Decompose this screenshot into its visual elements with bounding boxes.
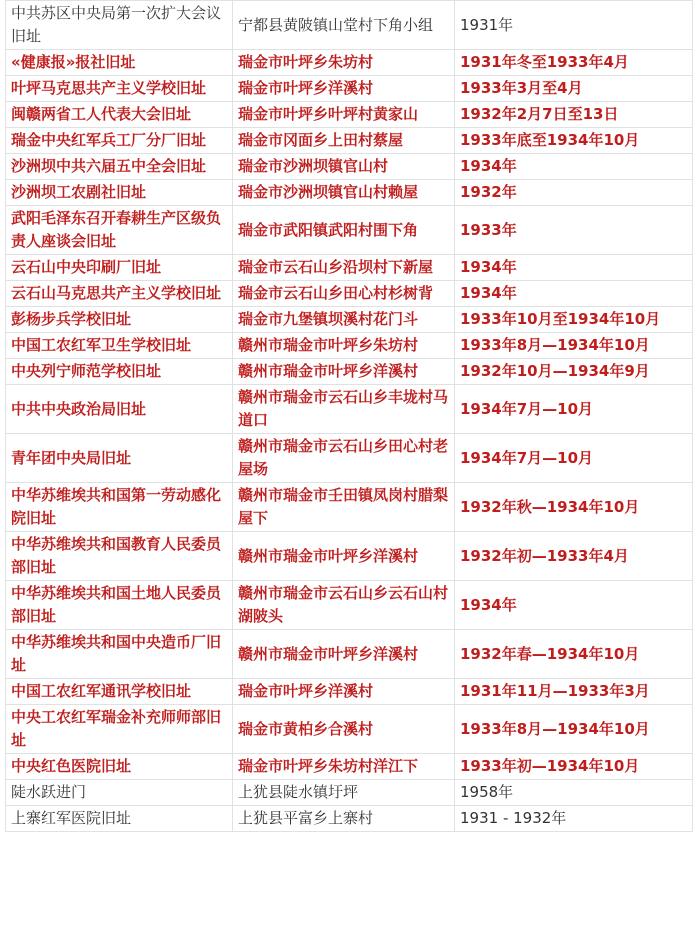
site-period-cell: 1934年7月—10月 [455,434,693,483]
table-row [6,307,693,333]
site-period-cell: 1933年8月—1934年10月 [455,333,693,359]
site-period-cell: 1933年 [455,206,693,255]
site-location-cell: 上犹县陡水镇圩坪 [233,780,455,806]
site-location-cell: 瑞金市叶坪乡叶坪村黄家山 [233,102,455,128]
table-row [6,679,693,705]
table-row [6,359,693,385]
table-row [6,180,693,206]
site-name-cell: 青年团中央局旧址 [6,434,233,483]
site-name-cell: 中央工农红军瑞金补充师师部旧址 [6,705,233,754]
table-row [6,705,693,754]
site-name-cell: 云石山中央印刷厂旧址 [6,255,233,281]
site-period-cell: 1933年底至1934年10月 [455,128,693,154]
site-period-cell: 1932年春—1934年10月 [455,630,693,679]
site-location-cell: 瑞金市黄柏乡合溪村 [233,705,455,754]
site-period-cell: 1958年 [455,780,693,806]
site-period-cell: 1934年 [455,255,693,281]
site-period-cell: 1934年7月—10月 [455,385,693,434]
site-period-cell: 1934年 [455,281,693,307]
site-period-cell: 1933年10月至1934年10月 [455,307,693,333]
site-location-cell: 瑞金市叶坪乡洋溪村 [233,76,455,102]
site-name-cell: 中共苏区中央局第一次扩大会议旧址 [6,1,233,50]
site-location-cell: 瑞金市冈面乡上田村蔡屋 [233,128,455,154]
site-name-cell: 陡水跃进门 [6,780,233,806]
site-name-cell: 中共中央政治局旧址 [6,385,233,434]
table-row [6,206,693,255]
site-period-cell: 1932年 [455,180,693,206]
site-location-cell: 上犹县平富乡上寨村 [233,806,455,832]
table-row [6,754,693,780]
table-row [6,1,693,50]
table-row [6,806,693,832]
table-row [6,255,693,281]
site-location-cell: 赣州市瑞金市壬田镇凤岗村腊梨屋下 [233,483,455,532]
site-name-cell: 彭杨步兵学校旧址 [6,307,233,333]
table-row [6,50,693,76]
site-name-cell: 中华苏维埃共和国土地人民委员部旧址 [6,581,233,630]
heritage-sites-table [5,0,693,832]
site-period-cell: 1932年2月7日至13日 [455,102,693,128]
site-location-cell: 瑞金市叶坪乡洋溪村 [233,679,455,705]
table-row [6,581,693,630]
site-location-cell: 瑞金市武阳镇武阳村围下角 [233,206,455,255]
site-period-cell: 1933年8月—1934年10月 [455,705,693,754]
table-row [6,102,693,128]
site-period-cell: 1933年初—1934年10月 [455,754,693,780]
site-name-cell: 中华苏维埃共和国中央造币厂旧址 [6,630,233,679]
site-location-cell: 赣州市瑞金市叶坪乡洋溪村 [233,359,455,385]
site-name-cell: 中央红色医院旧址 [6,754,233,780]
table-body [6,1,693,832]
site-name-cell: 武阳毛泽东召开春耕生产区级负责人座谈会旧址 [6,206,233,255]
site-location-cell: 赣州市瑞金市云石山乡云石山村湖陂头 [233,581,455,630]
site-name-cell: 瑞金中央红军兵工厂分厂旧址 [6,128,233,154]
site-location-cell: 瑞金市沙洲坝镇官山村 [233,154,455,180]
site-period-cell: 1934年 [455,581,693,630]
site-name-cell: 中华苏维埃共和国教育人民委员部旧址 [6,532,233,581]
site-location-cell: 宁都县黄陂镇山堂村下角小组 [233,1,455,50]
site-period-cell: 1932年初—1933年4月 [455,532,693,581]
table-row [6,76,693,102]
table-row [6,385,693,434]
site-name-cell: 闽赣两省工人代表大会旧址 [6,102,233,128]
site-name-cell: 中华苏维埃共和国第一劳动感化院旧址 [6,483,233,532]
site-name-cell: «健康报»报社旧址 [6,50,233,76]
site-period-cell: 1932年10月—1934年9月 [455,359,693,385]
table-row [6,154,693,180]
site-location-cell: 瑞金市叶坪乡朱坊村洋江下 [233,754,455,780]
table-row [6,630,693,679]
site-name-cell: 中国工农红军卫生学校旧址 [6,333,233,359]
site-period-cell: 1934年 [455,154,693,180]
table-row [6,281,693,307]
table-row [6,434,693,483]
site-location-cell: 赣州市瑞金市云石山乡田心村老屋场 [233,434,455,483]
site-period-cell: 1931年 [455,1,693,50]
site-period-cell: 1932年秋—1934年10月 [455,483,693,532]
site-name-cell: 叶坪马克思共产主义学校旧址 [6,76,233,102]
site-name-cell: 上寨红军医院旧址 [6,806,233,832]
site-location-cell: 赣州市瑞金市云石山乡丰垅村马道口 [233,385,455,434]
site-location-cell: 赣州市瑞金市叶坪乡洋溪村 [233,630,455,679]
site-period-cell: 1931年11月—1933年3月 [455,679,693,705]
site-name-cell: 沙洲坝工农剧社旧址 [6,180,233,206]
site-location-cell: 瑞金市沙洲坝镇官山村赖屋 [233,180,455,206]
site-period-cell: 1931 - 1932年 [455,806,693,832]
site-location-cell: 瑞金市叶坪乡朱坊村 [233,50,455,76]
table-row [6,532,693,581]
table-row [6,333,693,359]
site-name-cell: 中央列宁师范学校旧址 [6,359,233,385]
site-location-cell: 赣州市瑞金市叶坪乡朱坊村 [233,333,455,359]
table-row [6,128,693,154]
site-location-cell: 瑞金市九堡镇坝溪村花门斗 [233,307,455,333]
site-period-cell: 1933年3月至4月 [455,76,693,102]
site-name-cell: 云石山马克思共产主义学校旧址 [6,281,233,307]
site-name-cell: 中国工农红军通讯学校旧址 [6,679,233,705]
site-location-cell: 瑞金市云石山乡沿坝村下新屋 [233,255,455,281]
site-location-cell: 赣州市瑞金市叶坪乡洋溪村 [233,532,455,581]
table-row [6,780,693,806]
site-name-cell: 沙洲坝中共六届五中全会旧址 [6,154,233,180]
table-row [6,483,693,532]
site-period-cell: 1931年冬至1933年4月 [455,50,693,76]
site-location-cell: 瑞金市云石山乡田心村杉树背 [233,281,455,307]
